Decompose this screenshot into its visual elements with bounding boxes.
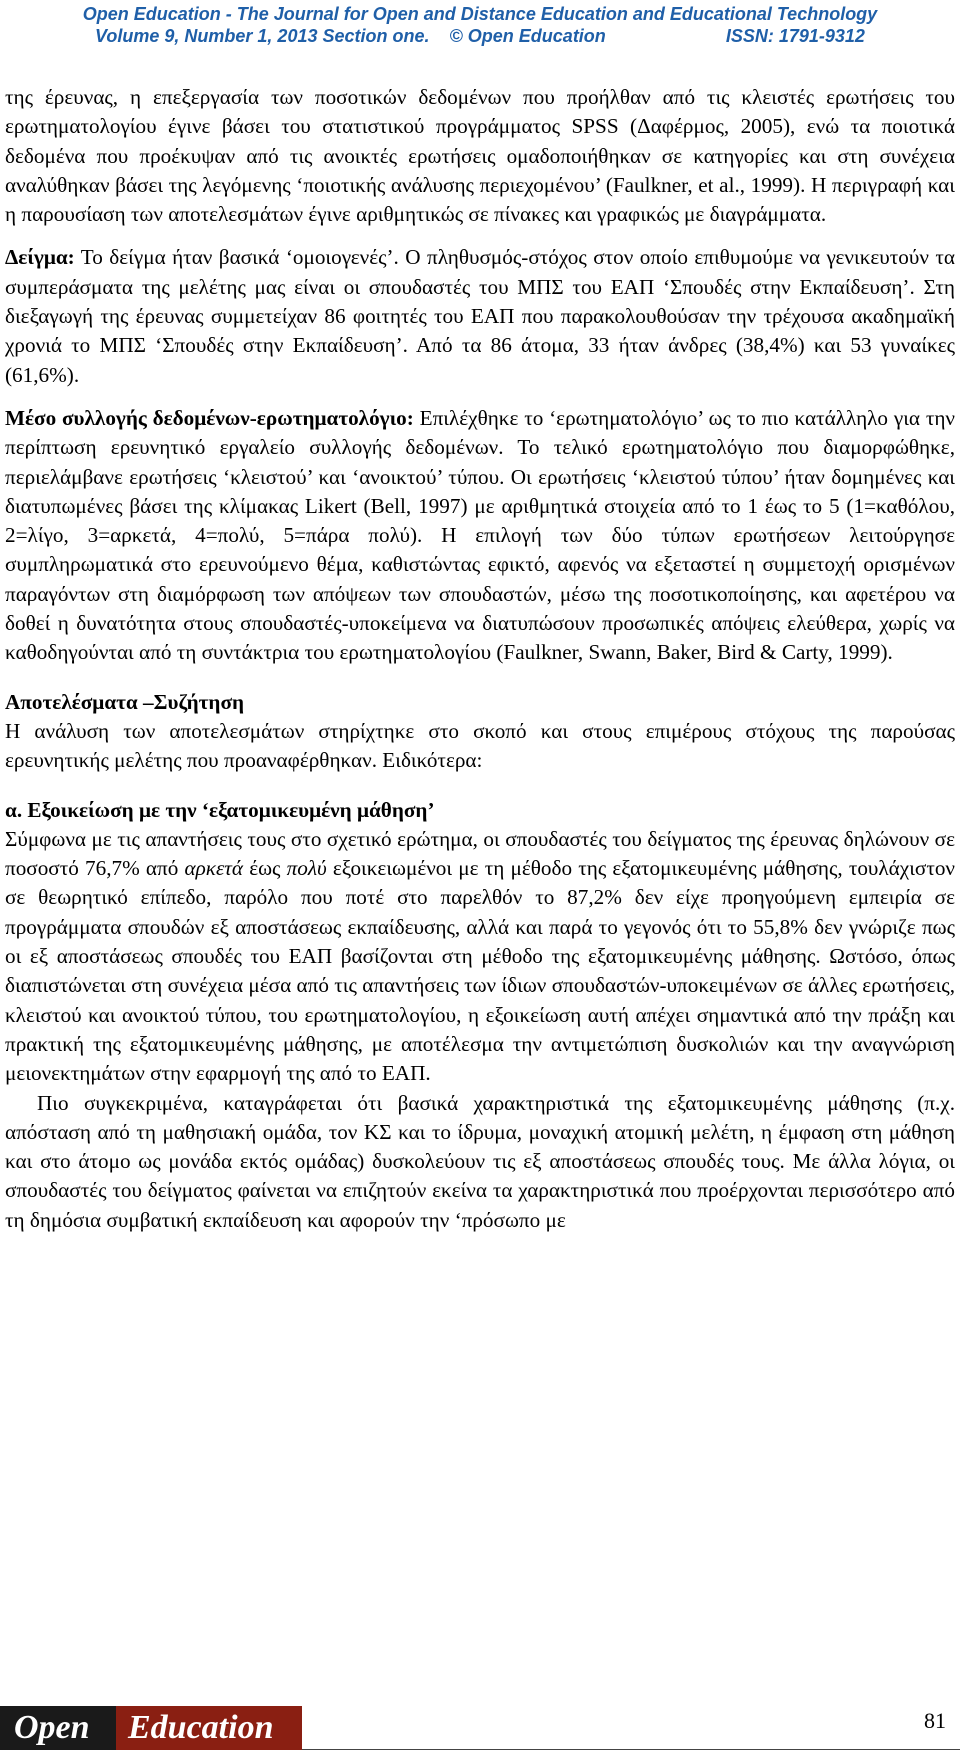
- page-footer: [0, 1698, 960, 1754]
- emphasis-arketa: αρκετά: [184, 856, 244, 881]
- issn: ISSN: 1791-9312: [725, 26, 865, 46]
- logo-open: Open: [0, 1706, 116, 1750]
- emphasis-poly: πολύ: [286, 856, 327, 881]
- results-intro: Η ανάλυση των αποτελεσμάτων στηρίχτηκε στο σκοπό και στους επιμέρους στόχους της παρούσας ερευνητικής μελέτης που προαναφέρθηκαν. Ειδικότερα:: [5, 718, 955, 773]
- subsection-paragraph-1: Σύμφωνα με τις απαντήσεις τους στο σχετικό ερώτημα, οι σπουδαστές του δείγματος της έρευνας δηλώνουν σε ποσοστό 76,7% από αρκετά έως πολύ εξοικειωμένοι με τη μέθοδο της εξατομικευμένης μάθησης, τουλάχιστον σε θεωρητικό επίπεδο, παρόλο που ποτέ στο παρελθόν το 87,2% δεν είχε προηγούμενη εμπειρία σε προγράμματα σπουδών εξ αποστάσεως εκπαίδευσης, αλλά και παρά το γεγονός ότι το 55,8% δεν γνώριζε πως οι εξ αποστάσεως σπουδές του ΕΑΠ βασίζονται στη μέθοδο της εξατομικευμένης μάθησης. Ωστόσο, όπως διαπιστώνεται στη συνέχεια μέσα από τις απαντήσεις των ίδιων σπουδαστών-υποκειμένων σε άλλες ερωτήσεις, κλειστού και ανοικτού τύπου, του ερωτηματολογίου, η εξοικείωση αυτή απέχει σημαντικά από την πράξη και πρακτική της εξατομικευμένης μάθησης, με αποτέλεσμα την αντιμετώπιση δυσκολιών και την αναγνώριση μειονεκτημάτων στην εφαρμογή της από το ΕΑΠ.: [5, 826, 956, 1086]
- open-education-logo: [0, 1706, 302, 1750]
- journal-issue-line: [0, 25, 960, 47]
- journal-title: Open Education - The Journal for Open and Distance Education and Educational Technology: [82, 4, 878, 24]
- logo-education: Education: [116, 1706, 302, 1750]
- sample-label: Δείγμα:: [5, 245, 75, 270]
- sample-text: Το δείγμα ήταν βασικά ‘ομοιογενές’. Ο πληθυσμός-στόχος στον οποίο επιθυμούμε να γενικευτούν τα συμπεράσματα της μελέτης μας είναι οι σπουδαστές του ΜΠΣ του ΕΑΠ ‘Σπουδές στην Εκπαίδευση’. Στη διεξαγωγή της έρευνας συμμετείχαν 86 φοιτητές του ΕΑΠ που παρακολουθούσαν την τρέχουσα ακαδημαϊκή χρονιά το ΜΠΣ ‘Σπουδές στην Εκπαίδευση’. Από τα 86 άτομα, 33 ήταν άνδρες (38,4%) και 53 γυναίκες (61,6%).: [5, 245, 955, 387]
- footer-rule: [302, 1749, 960, 1750]
- copyright: © Open Education: [449, 26, 606, 46]
- volume-info: Volume 9, Number 1, 2013 Section one.: [95, 26, 430, 46]
- subsection-paragraph-2: Πιο συγκεκριμένα, καταγράφεται ότι βασικά χαρακτηριστικά της εξατομικευμένης μάθησης (π.χ. απόσταση από τη μαθησιακή ομάδα, τον ΚΣ και το ίδρυμα, μοναχική ατομική μελέτη, η έμφαση στη μάθηση και στο άτομο ως μονάδα εκτός ομάδας) δυσκολεύουν τις εξ αποστάσεως σπουδές τους. Με άλλα λόγια, οι σπουδαστές του δείγματος φαίνεται να επιζητούν εκείνα τα χαρακτηριστικά που προέρχονται περισσότερο από τη δημόσια συμβατική εκπαίδευση και αφορούν την ‘πρόσωπο με: [5, 1090, 955, 1232]
- page-number: 81: [924, 1708, 946, 1733]
- paragraph-sample: [5, 243, 955, 389]
- paragraph-instrument: [5, 404, 955, 668]
- paragraph-method: της έρευνας, η επεξεργασία των ποσοτικών δεδομένων που προήλθαν από τις κλειστές ερωτήσεις του ερωτηματολογίου έγινε βάσει του στατιστικού προγράμματος SPSS (Δαφέρμος, 2005), ενώ τα ποιοτικά δεδομένα που προέκυψαν από τις ανοικτές ερωτήσεις ομαδοποιήθηκαν σε κατηγορίες και στη συνέχεια αναλύθηκαν βάσει της λεγόμενης ‘ποιοτικής ανάλυσης περιεχομένου’ (Faulkner, et al., 1999). Η περιγραφή και η παρουσίαση των αποτελεσμάτων έγινε αριθμητικώς σε πίνακες και γραφικώς με διαγράμματα.: [5, 85, 955, 227]
- journal-header: [0, 0, 960, 50]
- instrument-text: Επιλέχθηκε το ‘ερωτηματολόγιο’ ως το πιο κατάλληλο για την περίπτωση ερευνητικό εργαλείο συλλογής δεδομένων. Το τελικό ερωτηματολόγιο που διαμορφώθηκε, περιελάμβανε ερωτήσεις ‘κλειστού’ και ‘ανοικτού’ τύπου. Οι ερωτήσεις ‘κλειστού τύπου’ ήταν δομημένες και διατυπωμένες βάσει της κλίμακας Likert (Bell, 1997) με αριθμητικά στοιχεία από το 1 έως το 5 (1=καθόλου, 2=λίγο, 3=αρκετά, 4=πολύ, 5=πάρα πολύ). Η επιλογή των δύο τύπων ερωτήσεων λειτούργησε συμπληρωματικά στο ερευνούμενο θέμα, καθιστώντας εφικτό, αφενός να εξεταστεί η συμμετοχή ορισμένων παραγόντων στη διαμόρφωση των απόψεων των σπουδαστών, μέσω της ποσοτικοποίησης, και αφετέρου να δοθεί η δυνατότητα στους σπουδαστές-υποκείμενα να διατυπώσουν προσωπικές απόψεις ελεύθερα, χωρίς να καθοδηγούνται από τη συντάκτρια του ερωτηματολογίου (Faulkner, Swann, Baker, Bird & Carty, 1999).: [5, 405, 956, 665]
- instrument-label: Μέσο συλλογής δεδομένων-ερωτηματολόγιο:: [5, 405, 414, 430]
- results-heading: Αποτελέσματα –Συζήτηση: [5, 689, 245, 714]
- article-body: [5, 83, 955, 1235]
- subsection-heading: α. Εξοικείωση με την ‘εξατομικευμένη μάθηση’: [5, 797, 435, 822]
